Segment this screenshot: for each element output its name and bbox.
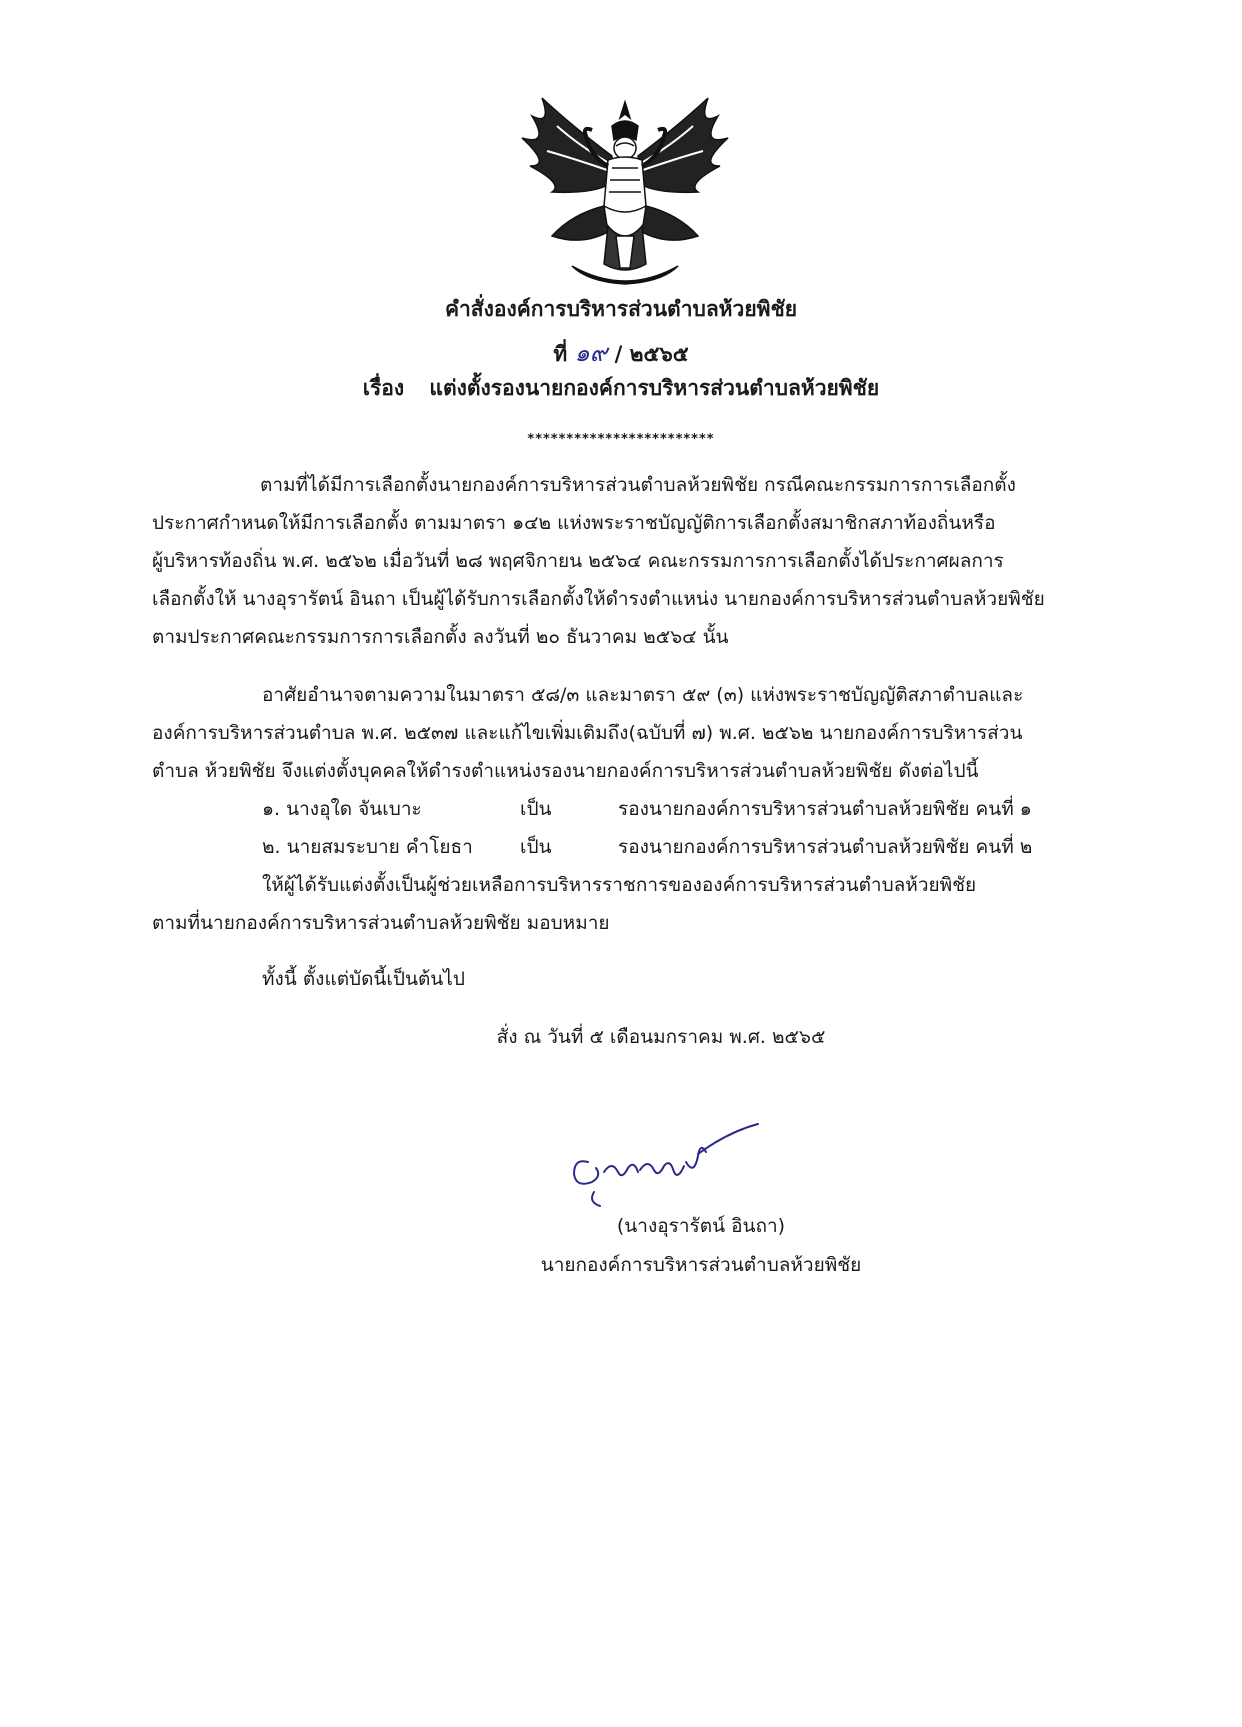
appointee-position: รองนายกองค์การบริหารส่วนตำบลห้วยพิชัย คนที่ ๑ [618, 798, 1032, 820]
paragraph3-line: ตามที่นายกองค์การบริหารส่วนตำบลห้วยพิชัย มอบหมาย [152, 912, 610, 934]
appointee-as: เป็น [520, 798, 552, 820]
separator-stars: ************************ [527, 432, 715, 447]
paragraph1-line: ผู้บริหารท้องถิ่น พ.ศ. ๒๕๖๒ เมื่อวันที่ ๒๘ พฤศจิกายน ๒๕๖๔ คณะกรรมการการเลือกตั้งได้ประกาศผลการ [152, 550, 1004, 572]
paragraph3-line: ให้ผู้ได้รับแต่งตั้งเป็นผู้ช่วยเหลือการบริหารราชการขององค์การบริหารส่วนตำบลห้วยพิชัย [262, 874, 977, 896]
subject-line [0, 372, 1242, 405]
signatory-name: (นางอุรารัตน์ อินถา) [616, 1215, 786, 1237]
paragraph2-line: องค์การบริหารส่วนตำบล พ.ศ. ๒๕๓๗ และแก้ไขเพิ่มเติมถึง(ฉบับที่ ๗) พ.ศ. ๒๕๖๒ นายกองค์การบริหารส่วน [152, 722, 1023, 744]
signatory-title: นายกองค์การบริหารส่วนตำบลห้วยพิชัย [540, 1254, 862, 1276]
paragraph1-line: ตามที่ได้มีการเลือกตั้งนายกองค์การบริหารส่วนตำบลห้วยพิชัย กรณีคณะกรรมการการเลือกตั้ง [260, 474, 1016, 496]
document-title: คำสั่งองค์การบริหารส่วนตำบลห้วยพิชัย [444, 297, 798, 321]
paragraph2-line: อาศัยอำนาจตามความในมาตรา ๕๘/๓ และมาตรา ๕๙ (๓) แห่งพระราชบัญญัติสภาตำบลและ [262, 684, 1024, 706]
order-number [0, 333, 1242, 372]
effective-statement: ทั้งนี้ ตั้งแต่บัดนี้เป็นต้นไป [262, 968, 465, 990]
garuda-emblem-icon [512, 96, 738, 292]
handwritten-signature [548, 1122, 768, 1210]
subject-label: เรื่อง [362, 376, 405, 400]
appointee-name: ๑. นางอุใด จันเบาะ [262, 798, 422, 820]
paragraph1-line: ตามประกาศคณะกรรมการการเลือกตั้ง ลงวันที่ ๒๐ ธันวาคม ๒๕๖๔ นั้น [152, 626, 729, 648]
order-date: สั่ง ณ วันที่ ๕ เดือนมกราคม พ.ศ. ๒๕๖๕ [496, 1026, 826, 1048]
appointee-position: รองนายกองค์การบริหารส่วนตำบลห้วยพิชัย คนที่ ๒ [618, 836, 1033, 858]
order-number-handwritten: ๑๙ [574, 339, 608, 367]
appointee-name: ๒. นายสมระบาย คำโยธา [262, 836, 473, 858]
paragraph1-line: เลือกตั้งให้ นางอุรารัตน์ อินถา เป็นผู้ได้รับการเลือกตั้งให้ดำรงตำแหน่ง นายกองค์การบริหารส่วนตำบลห้วยพิชัย [152, 588, 1045, 610]
paragraph1-line: ประกาศกำหนดให้มีการเลือกตั้ง ตามมาตรา ๑๔๒ แห่งพระราชบัญญัติการเลือกตั้งสมาชิกสภาท้องถิ่นหรือ [152, 512, 996, 534]
paragraph2-line: ตำบล ห้วยพิชัย จึงแต่งตั้งบุคคลให้ดำรงตำแหน่งรองนายกองค์การบริหารส่วนตำบลห้วยพิชัย ดังต่อไปนี้ [152, 760, 979, 782]
appointee-as: เป็น [520, 836, 552, 858]
order-prefix: ที่ [553, 342, 568, 366]
subject-text: แต่งตั้งรองนายกองค์การบริหารส่วนตำบลห้วยพิชัย [429, 376, 880, 400]
order-year: / ๒๕๖๕ [614, 342, 689, 366]
